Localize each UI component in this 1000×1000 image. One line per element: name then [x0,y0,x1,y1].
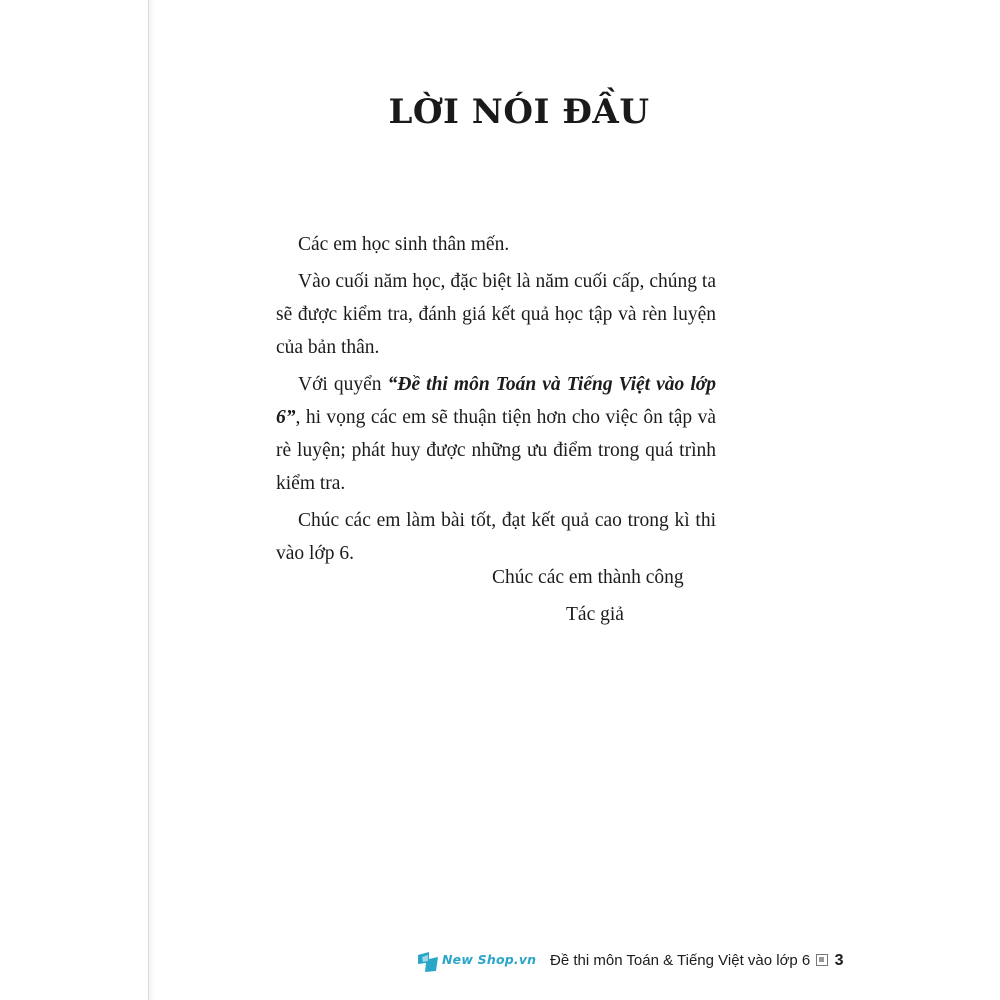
newshop-logo [414,949,538,979]
page-title: LỜI NÓI ĐẦU [388,92,650,132]
page-footer [414,949,844,979]
book-title-quote: “Đề thi môn Toán và Tiếng Việt vào lớp 6” [276,374,716,428]
book-paragraph-prefix: Với quyển [298,374,388,395]
intro-paragraph: Vào cuối năm học, đặc biệt là năm cuối cấp, chúng ta sẽ được kiểm tra, đánh giá kết quả học tập và rèn luyện của bản thân. [276,271,716,358]
book-icon [816,954,828,966]
newshop-logo-icon [416,951,440,973]
wishes-paragraph: Chúc các em làm bài tốt, đạt kết quả cao trong kì thi vào lớp 6. [276,510,716,564]
author-signature: Tác giả [566,604,624,625]
page-margin [0,0,149,1000]
preface-body [276,228,716,570]
running-footer [550,952,844,970]
footer-book-title: Đề thi môn Toán & Tiếng Việt vào lớp 6 [550,952,811,969]
book-paragraph [276,368,716,500]
page-number: 3 [834,952,844,969]
greeting-paragraph: Các em học sinh thân mến. [298,234,510,255]
page-edge-shadow [149,0,155,1000]
book-paragraph-suffix: , hi vọng các em sẽ thuận tiện hơn cho việc ôn tập và rè luyện; phát huy được những ưu điểm trong quá trình kiểm tra. [276,407,716,494]
logo-text: New Shop.vn [442,952,537,967]
closing-line: Chúc các em thành công [492,567,684,588]
